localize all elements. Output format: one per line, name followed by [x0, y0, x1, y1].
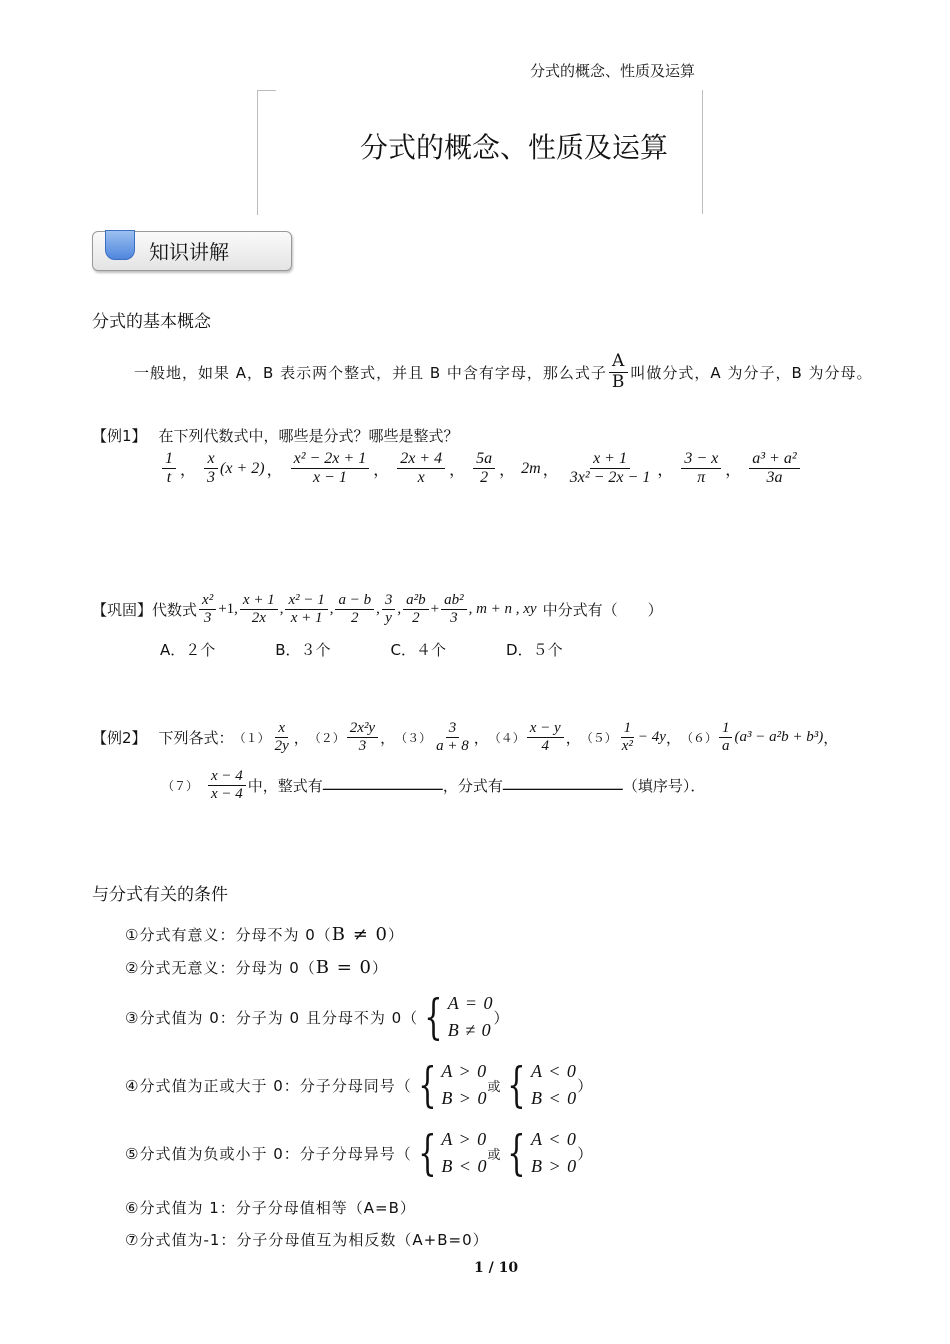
- expr-numerator: ab²: [441, 592, 467, 610]
- expr-numerator: 1: [719, 720, 733, 738]
- expr-numerator: x + 1: [240, 592, 278, 610]
- practice-tag: 【巩固】: [92, 601, 153, 620]
- expr-numerator: 2x²y: [347, 720, 378, 738]
- condition-close: ）: [493, 1008, 510, 1027]
- expr-numerator: x − 4: [208, 768, 246, 786]
- title-frame-right: [702, 90, 703, 214]
- example-2-line-2: [162, 768, 705, 804]
- expr-denominator: 3: [207, 469, 216, 487]
- expr-numerator: a²b: [403, 592, 429, 610]
- expr-denominator: 2x: [251, 610, 266, 627]
- expr-fraction: [208, 768, 246, 804]
- expr-numerator: 1: [621, 720, 635, 738]
- expr-numerator: 3 − x: [681, 450, 721, 469]
- expr-fraction: [473, 450, 495, 488]
- expr-denominator: π: [697, 469, 706, 487]
- condition-math: B = 0: [315, 957, 372, 978]
- expr-tail: +: [430, 601, 440, 618]
- expr-numerator: x − y: [527, 720, 564, 738]
- example-2-comma-text: ，分式有: [442, 777, 503, 796]
- condition-item: [125, 1058, 593, 1112]
- practice-options: A．２个 B．３个 C．４个 D．５个: [160, 641, 563, 659]
- expr-numerator: x + 1: [590, 450, 630, 469]
- example-1-expressions: $\frac{1}{t}$ ， $\frac{x}{3}$ (x + 2) ， $\frac{\text{x² − 2x + 1}}{x - 1}$ ， $\frac{2x + 4}{x}$ ， $\frac{5a}{2}$ ， 2m ， $\frac{x + 1}{\text{3x² − 2x − 1}}$ ， $\frac{3 - x}{\pi}$ ， $\frac{\text{a³ + a²}}{3a}$: [160, 450, 802, 488]
- item-mark: （４）: [488, 731, 525, 746]
- condition-text: ④分式值为正或大于 0：分子分母同号（: [125, 1076, 412, 1095]
- expr-fraction: [719, 720, 733, 756]
- expr-numerator: a − b: [335, 592, 374, 610]
- badge-tab-icon: [105, 230, 135, 260]
- condition-text: ⑤分式值为负或小于 0：分子分母异号（: [125, 1144, 412, 1163]
- expr-denominator: 4: [541, 738, 549, 755]
- left-brace: {: [507, 1057, 527, 1113]
- definition-line: [134, 352, 873, 392]
- definition-text-before: 一般地，如果 A，B 表示两个整式，并且 B 中含有字母，那么式子: [134, 363, 607, 382]
- condition-item: [125, 1126, 593, 1180]
- expr-fraction: [403, 592, 429, 628]
- example-2-mid-text: 中，整式有: [247, 777, 323, 796]
- item-mark: （２）: [308, 731, 345, 746]
- condition-system: [412, 1126, 488, 1180]
- condition-system: [412, 1058, 488, 1112]
- expr-fraction: [272, 720, 292, 756]
- expr-denominator: x²: [621, 738, 633, 755]
- system-line: B ≠ 0: [447, 1020, 492, 1040]
- expr-fraction: [567, 450, 654, 488]
- expr-fraction: [527, 720, 564, 756]
- expr-denominator: 3: [358, 738, 367, 755]
- expr-denominator: 2y: [274, 738, 289, 755]
- expr-fraction: [397, 450, 445, 488]
- condition-close: ）: [577, 1144, 594, 1163]
- expr-fraction: [382, 592, 396, 628]
- expr-denominator: a + 8: [436, 738, 469, 755]
- expr-tail: − 4y: [637, 729, 666, 746]
- item-mark: （６）: [680, 731, 717, 746]
- expr-numerator: x: [275, 720, 288, 738]
- expr-denominator: 2: [351, 610, 359, 627]
- condition-text: ①分式有意义：分母不为 0（: [125, 926, 332, 944]
- expr-tail: (a³ − a²b + b³): [734, 729, 824, 746]
- section-heading-conditions: 与分式有关的条件: [92, 885, 228, 905]
- condition-item: [125, 990, 510, 1044]
- practice-question: 【巩固】 代数式 $\frac{\text{x²}}{3}$ +1 , $\frac{x + 1}{2x}$ , $\frac{\text{x² − 1}}{x + 1}$ , $\frac{a - b}{2}$ , $\frac{3}{y}$ , $\frac{\text{a²b}}{2}$ + $\frac{\text{ab²}}{3}$ , m + n , xy 中分式有（ ）: [92, 592, 663, 627]
- system-line: A < 0: [531, 1061, 577, 1081]
- expr-denominator: y: [385, 610, 392, 627]
- definition-fraction: [609, 352, 629, 392]
- expr-denominator: x − 4: [211, 786, 243, 803]
- expr-denominator: t: [166, 469, 172, 487]
- answer-blank-fraction[interactable]: ＿＿＿＿＿＿＿＿＿＿＿＿＿＿＿: [502, 781, 623, 791]
- section-badge: [92, 231, 292, 271]
- example-1-question: [92, 425, 459, 446]
- title-frame-left: [257, 90, 276, 215]
- system-line: A > 0: [441, 1061, 488, 1081]
- badge-label: 知识讲解: [149, 240, 229, 264]
- item-mark: （３）: [395, 731, 432, 746]
- system-line: B > 0: [441, 1088, 488, 1108]
- expr-numerator: 1: [162, 450, 176, 469]
- expr-fraction: [619, 720, 636, 756]
- expr-denominator: 3x² − 2x − 1: [569, 469, 651, 487]
- condition-system: [501, 1126, 577, 1180]
- expr-denominator: 2: [480, 469, 489, 487]
- expr-denominator: 3: [203, 610, 212, 627]
- practice-lead: 代数式: [152, 601, 198, 620]
- practice-question-text: 中分式有（ ）: [542, 601, 663, 620]
- expr-tail: (x + 2): [220, 459, 265, 477]
- answer-blank-integral[interactable]: ＿＿＿＿＿＿＿＿＿＿＿＿＿＿＿: [322, 781, 443, 791]
- expr-denominator: x + 1: [290, 610, 323, 627]
- running-header: 分式的概念、性质及运算: [530, 62, 696, 80]
- expr-numerator: x² − 1: [285, 592, 327, 610]
- condition-text: ②分式无意义：分母为 0（: [125, 959, 316, 977]
- page-number: 1 / 10: [474, 1260, 519, 1276]
- expr-denominator: a: [721, 738, 730, 755]
- example-2-end-text: （填序号）．: [622, 777, 706, 796]
- expr-fraction: [335, 592, 374, 628]
- expr-numerator: 2x + 4: [397, 450, 445, 469]
- expr-fraction: [285, 592, 327, 628]
- condition-item: [125, 957, 388, 978]
- practice-tail-expr: , m + n , xy: [468, 601, 537, 618]
- condition-item: [125, 924, 404, 945]
- expr-fraction: [433, 720, 472, 756]
- condition-or: 或: [487, 1147, 502, 1163]
- expr-numerator: a³ + a²: [749, 450, 799, 469]
- system-line: B < 0: [531, 1088, 578, 1108]
- expr-fraction: [749, 450, 799, 488]
- system-line: B > 0: [531, 1156, 578, 1176]
- expr-fraction: [441, 592, 467, 628]
- item-mark: （７）: [162, 779, 199, 794]
- expr-denominator: x − 1: [312, 469, 347, 487]
- system-line: A = 0: [447, 993, 494, 1013]
- fraction-denominator: B: [611, 371, 626, 392]
- left-brace: {: [418, 1125, 438, 1181]
- expr-denominator: 3a: [766, 469, 783, 487]
- expr-fraction: [347, 720, 378, 756]
- left-brace: {: [424, 989, 444, 1045]
- expr-numerator: 5a: [473, 450, 495, 469]
- expr-numerator: x: [204, 450, 217, 469]
- expr-fraction: [162, 450, 176, 488]
- example-2-line-1: 【例2】 下列各式： （１） $\frac{x}{2y}$ ， （２） $\frac{\text{2x²y}}{3}$ ， （３） $\frac{3}{a + 8}$ ， （４） $\frac{x - y}{4}$ ， （５） $\frac{1}{\text{x²}}$ − 4y ， （６） $\frac{1}{a}$ (a³ − a²b + b³) ，: [92, 720, 839, 755]
- expr-fraction: [204, 450, 218, 488]
- left-brace: {: [418, 1057, 438, 1113]
- expr-fraction: [199, 592, 216, 628]
- system-line: A < 0: [531, 1129, 577, 1149]
- condition-system: [418, 990, 493, 1044]
- item-mark: （５）: [580, 731, 617, 746]
- expr-denominator: 3: [450, 610, 458, 627]
- example-2-lead: 下列各式：: [158, 729, 234, 748]
- example-1-tag: 【例1】: [92, 427, 147, 445]
- condition-close: ）: [577, 1076, 594, 1095]
- expr-denominator: 2: [412, 610, 420, 627]
- page-title: 分式的概念、性质及运算: [360, 131, 669, 164]
- expr-numerator: x²: [199, 592, 216, 610]
- expr-numerator: x² − 2x + 1: [291, 450, 370, 469]
- expr-tail: +1: [218, 601, 235, 618]
- section-heading-basic-concept: 分式的基本概念: [92, 312, 211, 332]
- system-line: A > 0: [441, 1129, 488, 1149]
- fraction-numerator: A: [609, 352, 628, 373]
- system-line: B < 0: [441, 1156, 488, 1176]
- expr-fraction: [291, 450, 370, 488]
- condition-close: ）: [371, 959, 388, 977]
- condition-math: B ≠ 0: [331, 924, 388, 945]
- expr-denominator: x: [417, 469, 425, 487]
- expr-numerator: 3: [382, 592, 396, 610]
- expr-numerator: 3: [446, 720, 460, 738]
- example-2-tag: 【例2】: [92, 729, 147, 748]
- condition-item: ⑦分式值为-1：分子分母值互为相反数（A+B=0）: [125, 1231, 489, 1249]
- definition-text-after: 叫做分式，A 为分子，B 为分母。: [630, 363, 873, 382]
- expr-plain: 2m: [521, 459, 541, 477]
- condition-system: [501, 1058, 577, 1112]
- condition-item: ⑥分式值为 1：分子分母值相等（A=B）: [125, 1199, 416, 1217]
- example-1-question-text: 在下列代数式中，哪些是分式？哪些是整式？: [158, 427, 459, 445]
- condition-or: 或: [487, 1079, 502, 1095]
- left-brace: {: [507, 1125, 527, 1181]
- expr-fraction: [681, 450, 721, 488]
- condition-close: ）: [387, 926, 404, 944]
- expr-fraction: [240, 592, 278, 628]
- item-mark: （１）: [233, 731, 270, 746]
- condition-text: ③分式值为 0：分子为 0 且分母不为 0（: [125, 1008, 419, 1027]
